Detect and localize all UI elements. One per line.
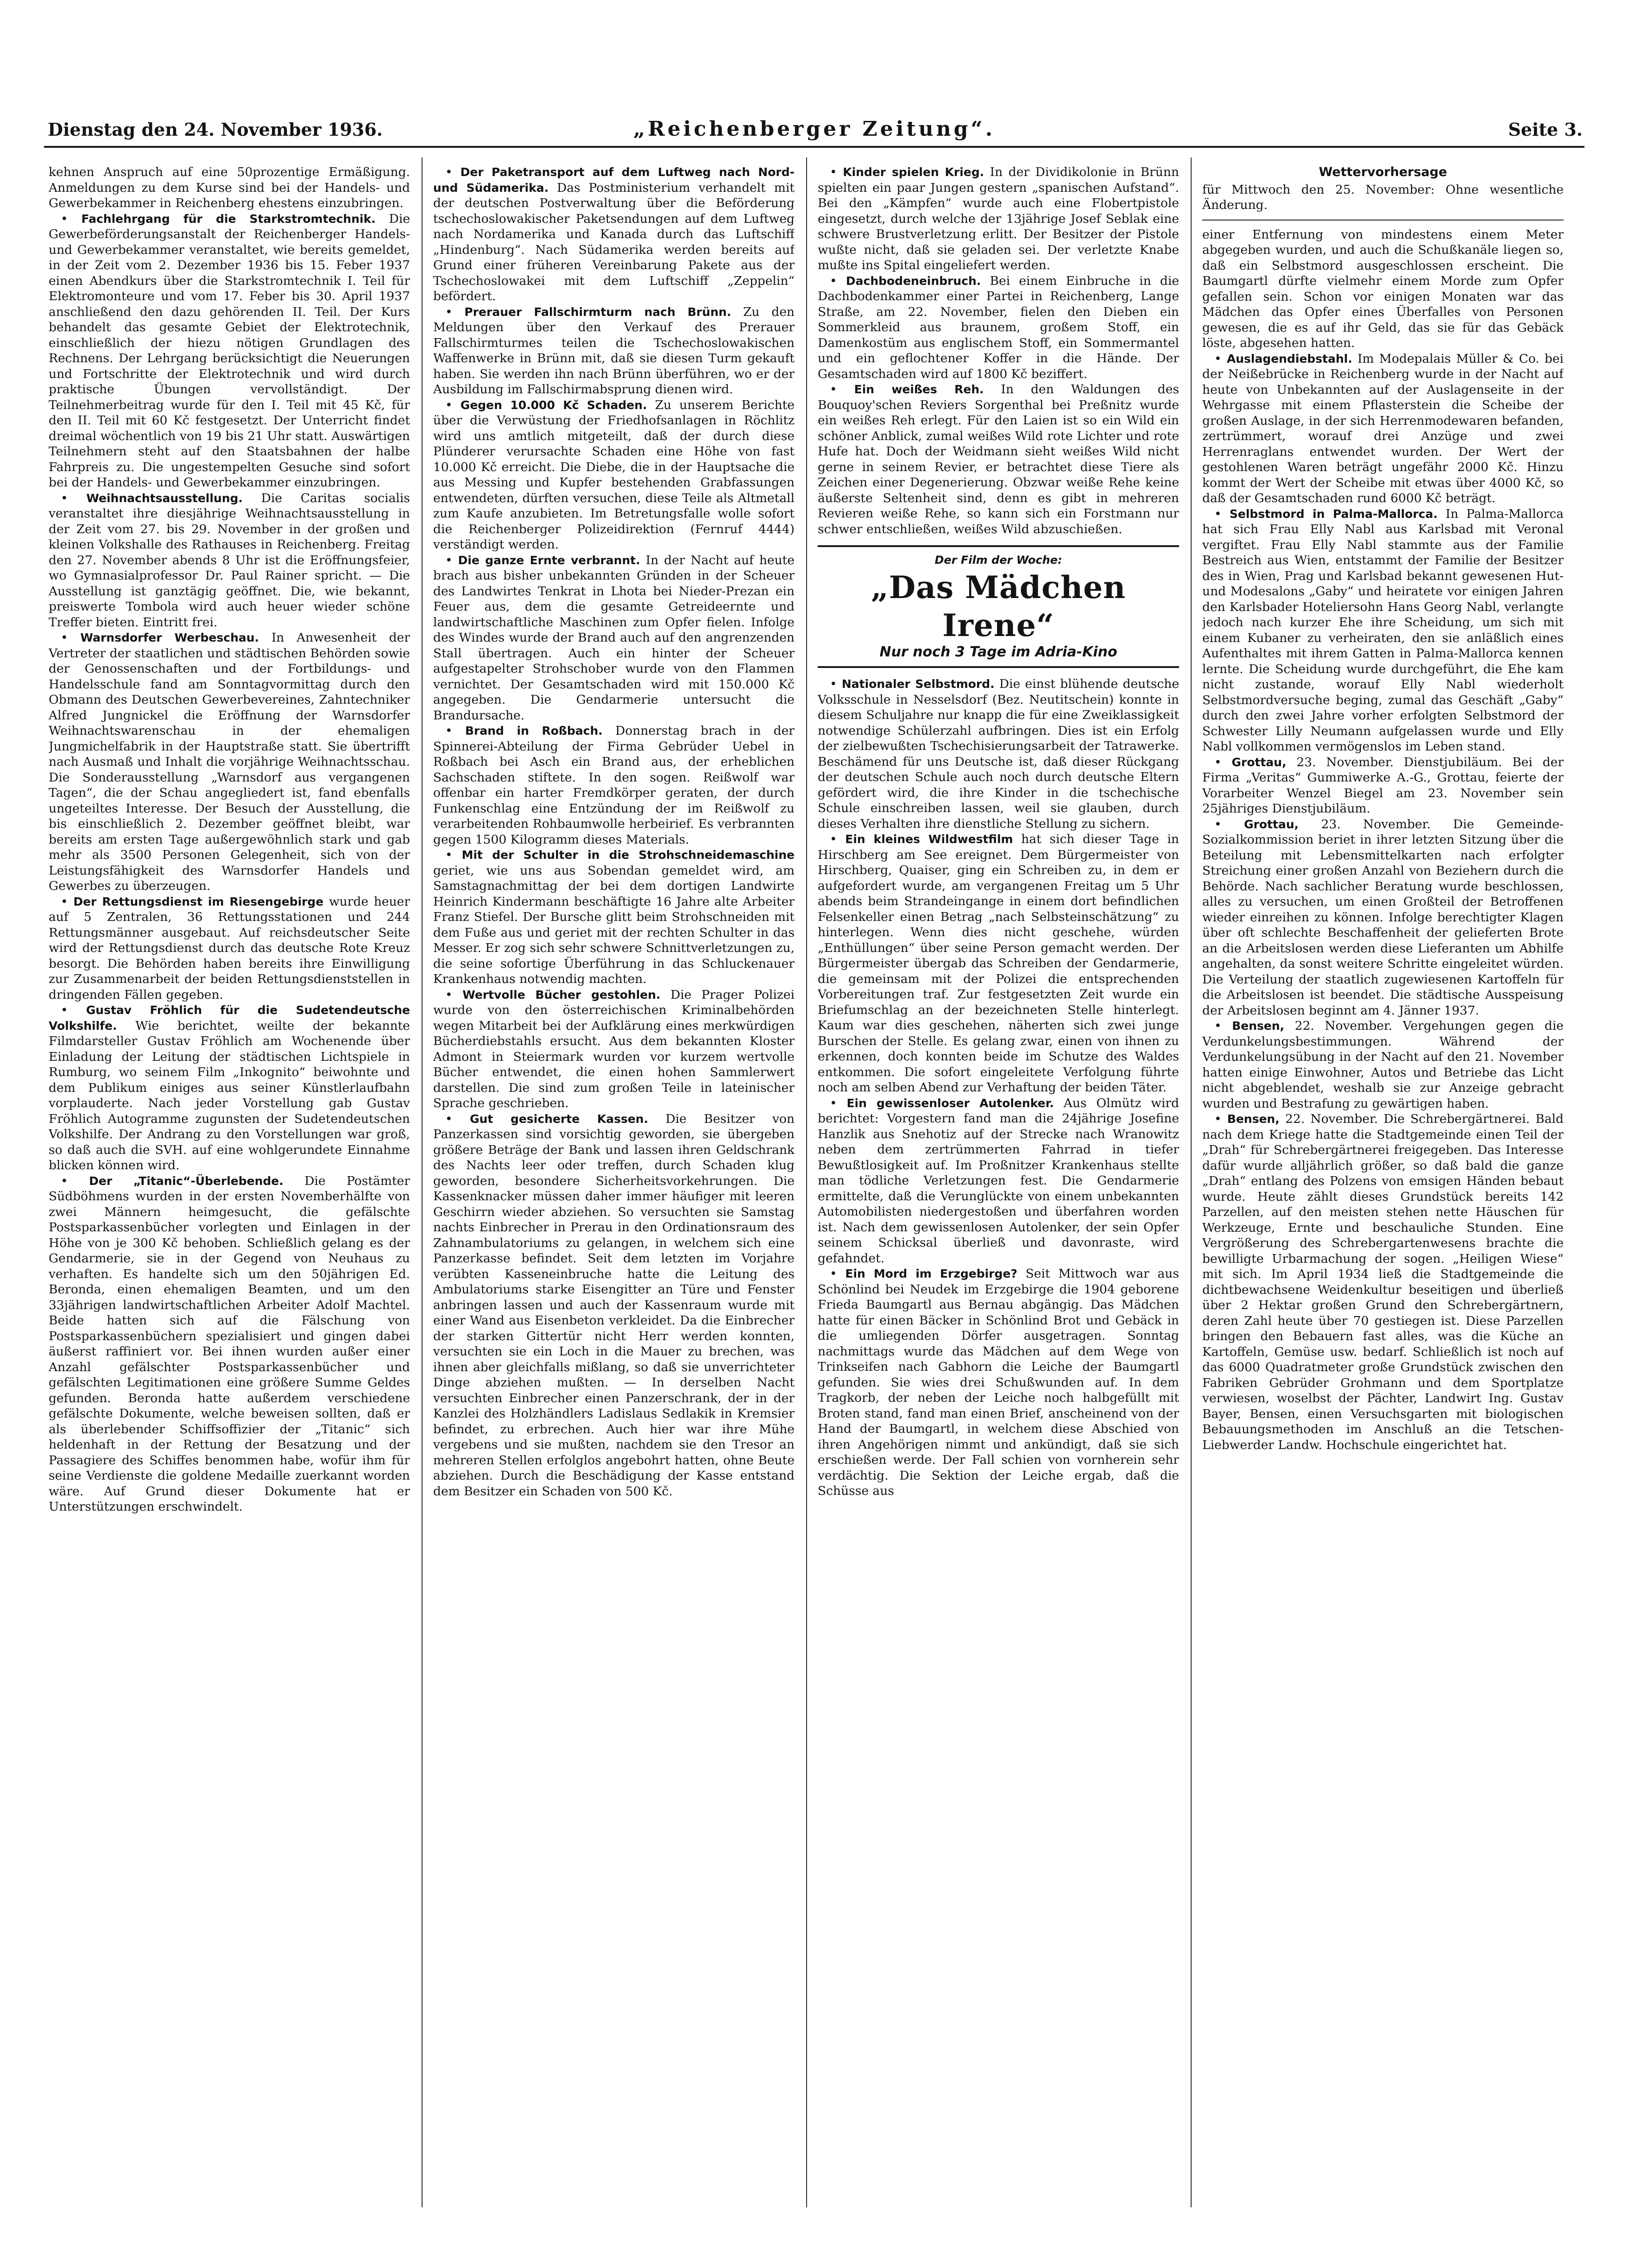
column-2 bbox=[433, 164, 795, 2212]
news-text: Aus Olmütz wird berichtet: Vorgestern fand man die 24jährige Josefine Hanzlik aus Snehotiz auf der Strecke nach Wranowitz neben dem zertrümmerten Fahrrad in tiefer Bewußtlosigkeit auf. Im Proßnitzer Krankenhaus stellte man tödliche Verletzungen fest. Die Gendarmerie ermittelte, daß die Verunglückte von einem unbekannten Automobilisten niedergestoßen und überfahren worden ist. Nach dem gewissenlosen Autolenker, der sein Opfer seinem Schicksal überließ und davonraste, wird gefahndet. bbox=[818, 1096, 1179, 1266]
news-headline: Prerauer Fallschirmturm nach Brünn. bbox=[464, 305, 732, 319]
news-item: • Die ganze Ernte verbrannt. In der Nacht auf heute brach aus bisher unbekannten Gründen in der Scheuer des Landwirtes Tenkrat in Lhota bei Nieder-Prezan ein Feuer aus, dem die gesamte Getreideernte und landwirtschaftliche Maschinen zum Opfer fielen. Infolge des Windes wurde der Brand auch auf den angrenzenden Stall übertragen. Auch ein hinter der Scheuer aufgestapelter Strohschober wurde von den Flammen vernichtet. Der Gesamtschaden wird mit 150.000 Kč angegeben. Die Gendarmerie untersucht die Brandursache. bbox=[433, 553, 795, 723]
news-item: • Fachlehrgang für die Starkstromtechnik. Die Gewerbeförderungsanstalt der Reichenberger Handels- und Gewerbekammer veranstaltet, wie bereits gemeldet, in der Zeit vom 2. Dezember 1936 bis 15. Feber 1937 einen Abendkurs über die Starkstromtechnik I. Teil für Elektromonteure und vom 17. Feber bis 30. April 1937 anschließend den dazu gehörenden II. Teil. Der Kurs behandelt das gesamte Gebiet der Elektrotechnik, einschließlich der hiezu nötigen Grundlagen des Rechnens. Der Lehrgang berücksichtigt die Neuerungen und Fortschritte der Elektrotechnik und wird durch praktische Übungen vervollständigt. Der Teilnehmerbeitrag wurde für den I. Teil mit 45 Kč, für den II. Teil mit 60 Kč festgesetzt. Der Unterricht findet dreimal wöchentlich von 19 bis 21 Uhr statt. Auswärtigen Teilnehmern steht auf den Staatsbahnen der halbe Fahrpreis zu. Die ungestempelten Gesuche sind sofort bei der Handels- und Gewerbekammer einzubringen. bbox=[49, 211, 410, 490]
news-text: wurde heuer auf 5 Zentralen, 36 Rettungsstationen und 244 Rettungsmänner ausgebaut. Auf reichsdeutscher Seite wird der Rettungsdienst durch das deutsche Rote Kreuz besorgt. Die Behörden haben bereits ihre Einwilligung zur Zusammenarbeit der beiden Rettungsdienststellen in dringenden Fällen gegeben. bbox=[49, 894, 410, 1002]
news-headline: Bensen, bbox=[1227, 1112, 1280, 1126]
news-text: In Anwesenheit der Vertreter der staatlichen und städtischen Behörden sowie der Genossenschaften und der Fortbildungs- und Handelsschule fand am Sonntagvormittag durch den Obmann des Deutschen Gewerbevereines, Zahntechniker Alfred Jungnickel die Eröffnung der Warnsdorfer Weihnachtswarenschau in der ehemaligen Jungmichelfabrik in der Hauptstraße statt. Sie übertrifft nach Ausmaß und Inhalt die vorjährige Weihnachtsschau. Die Sonderausstellung „Warnsdorf aus vergangenen Tagen“, die der Schau angegliedert ist, fand ebenfalls ungeteiltes Interesse. Der Besuch der Ausstellung, die bis einschließlich 2. Dezember geöffnet bleibt, war bereits am ersten Tage außergewöhnlich stark und gab mehr als 3500 Personen Gelegenheit, sich von der Leistungsfähigkeit des Warnsdorfer Handels und Gewerbes zu überzeugen. bbox=[49, 630, 410, 893]
news-item: • Selbstmord in Palma-Mallorca. In Palma-Mallorca hat sich Frau Elly Nabl aus Karlsbad mit Veronal vergiftet. Frau Elly Nabl stammte aus der Familie Bestreich aus Wien, entstammt der Familie der Besitzer des in Wien, Prag und Karlsbad bekannt gewesenen Hut- und Modesalons „Gaby“ und heiratete vor einigen Jahren den Karlsbader Hoteliersohn Hans Georg Nabl, verlangte jedoch nach kurzer Ehe ihre Scheidung, um sich mit einem Kubaner zu verheiraten, den sie anläßlich eines Aufenthaltes mit ihrem Gatten in Palma-Mallorca kennen lernte. Die Scheidung wurde durchgeführt, die Ehe kam nicht zustande, worauf Elly Nabl wiederholt Selbstmordversuche beging, zumal das Geschäft „Gaby“ durch den zwei Jahre vorher erfolgten Selbstmord der Schwester Lilly Neumann aufgelassen wurde und Elly Nabl vollkommen vermögenslos im Leben stand. bbox=[1202, 506, 1564, 754]
news-item: • Warnsdorfer Werbeschau. In Anwesenheit der Vertreter der staatlichen und städtischen Behörden sowie der Genossenschaften und der Fortbildungs- und Handelsschule fand am Sonntagvormittag durch den Obmann des Deutschen Gewerbevereines, Zahntechniker Alfred Jungnickel die Eröffnung der Warnsdorfer Weihnachtswarenschau in der ehemaligen Jungmichelfabrik in der Hauptstraße statt. Sie übertrifft nach Ausmaß und Inhalt die vorjährige Weihnachtsschau. Die Sonderausstellung „Warnsdorf aus vergangenen Tagen“, die der Schau angegliedert ist, fand ebenfalls ungeteiltes Interesse. Der Besuch der Ausstellung, die bis einschließlich 2. Dezember geöffnet bleibt, war bereits am ersten Tage außergewöhnlich stark und gab mehr als 3500 Personen Gelegenheit, sich von der Leistungsfähigkeit des Warnsdorfer Handels und Gewerbes zu überzeugen. bbox=[49, 630, 410, 893]
news-text: Im Modepalais Müller & Co. bei der Neißebrücke in Reichenberg wurde in der Nacht auf heute von Unbekannten auf der Auslagenseite in der Wehrgasse mit einem Pflasterstein die Scheibe der großen Auslage, in der sich Herrenmodewaren befanden, zertrümmert, worauf drei Anzüge und zwei Herrenraglans entwendet wurden. Der Wert der gestohlenen Waren beträgt ungefähr 2000 Kč. Hinzu kommt der Wert der Scheibe mit etwas über 4000 Kč, so daß der Gesamtschaden rund 6000 Kč beträgt. bbox=[1202, 351, 1564, 505]
news-text: Die Besitzer von Panzerkassen sind vorsichtig geworden, sie übergeben größere Beträge der Bank und lassen ihren Geldschrank des Nachts leer oder treffen, durch Schaden klug geworden, besondere Sicherheitsvorkehrungen. Die Kassenknacker müssen daher immer häufiger mit leeren Geschirrn wieder abziehen. So versuchten sie Samstag nachts Einbrecher in Prerau in den Ordinationsraum des Zahnambulatoriums zu gelangen, in welchem sich eine Panzerkasse befindet. Seit dem letzten im Vorjahre verübten Kasseneinbruche hatte die Leitung des Ambulatoriums starke Eisengitter an Türe und Fenster anbringen lassen und auch der Kassenraum wurde mit einer Wand aus Eisenbeton verkleidet. Da die Einbrecher der starken Gittertür nicht Herr werden konnten, versuchten sie ein Loch in die Mauer zu brechen, was ihnen aber gleichfalls mißlang, so daß sie unverrichteter Dinge abziehen mußten. — In derselben Nacht versuchten Einbrecher einen Panzerschrank, der in der Kanzlei des Holzhändlers Ladislaus Sedlakik in Kremsier befindet, zu erbrechen. Auch hier war ihre Mühe vergebens und sie mußten, nachdem sie den Tresor an mehreren Stellen erfolglos angebohrt hatten, ohne Beute abziehen. Durch die Beschädigung der Kasse entstand dem Besitzer ein Schaden von 500 Kč. bbox=[433, 1111, 795, 1499]
news-item: • Ein Mord im Erzgebirge? Seit Mittwoch war aus Schönlind bei Neudek im Erzgebirge die 1904 geborene Frieda Baumgartl aus Bernau abgängig. Das Mädchen hatte für einen Bäcker in Schönlind Brot und Gebäck in die umliegenden Dörfer ausgetragen. Sonntag nachmittags wurde das Mädchen auf dem Wege von Trinkseifen nach Gabhorn die Leiche der Baumgartl gefunden. Sie wies drei Schußwunden auf. In dem Tragkorb, der neben der Leiche noch halbgefüllt mit Broten stand, fand man einen Brief, anscheinend von der Hand der Baumgartl, in welchem diese Abschied von ihren Angehörigen nimmt und ankündigt, daß sie sich erschießen werde. Der Fall schien von vornherein sehr verdächtig. Die Sektion der Leiche ergab, daß die Schüsse aus bbox=[818, 1266, 1179, 1498]
column-1 bbox=[49, 164, 410, 2212]
news-text: Die Prager Polizei wurde von den österreichischen Kriminalbehörden wegen Mitarbeit bei der Aufklärung eines merkwürdigen Bücherdiebstahls ersucht. Aus dem bekannten Kloster Admont in Steiermark wurden vor kurzem wertvolle Bücher entwendet, die einen hohen Sammlerwert darstellen. Die sind zum großen Teile in lateinischer Sprache geschrieben. bbox=[433, 987, 795, 1110]
news-item: • Bensen, 22. November. Die Schrebergärtnerei. Bald nach dem Kriege hatte die Stadtgemeinde einen Teil der „Drah“ für Schrebergärtnerei freigegeben. Das Interesse dafür wurde alljährlich größer, so daß bald die ganze „Drah“ entlang des Polzens von emsigen Händen bebaut wurde. Heute zählt dieses Grundstück bereits 142 Parzellen, auf den meisten stehen nette Häuschen für Werkzeuge, Ernte und beschauliche Stunden. Eine Vergrößerung des Schrebergartenwesens brachte die bewilligte Urbarmachung der sogen. „Heiligen Wiese“ mit sich. Im April 1934 ließ die Stadtgemeinde die dichtbewachsene Weidenkultur beseitigen und überließ über 2 Hektar großen Grund den Schrebergärtnern, deren Zahl heute über 70 gestiegen ist. Diese Parzellen bringen den Bebauern fast alles, was die Küche an Kartoffeln, Gemüse usw. bedarf. Schließlich ist noch auf das 6000 Quadratmeter große Grundstück zwischen den Fabriken Gebrüder Grohmann und dem Sportplatze verwiesen, woselbst der Pächter, Landwirt Ing. Gustav Bayer, Bensen, einen Versuchsgarten mit biologischen Bebauungsmethoden im Anschluß an die Tetschen-Liebwerder Landw. Hochschule eingerichtet hat. bbox=[1202, 1112, 1564, 1452]
news-headline: Auslagendiebstahl. bbox=[1226, 352, 1352, 365]
news-headline: Mit der Schulter in die Strohschneidemaschine bbox=[461, 848, 795, 862]
column-4 bbox=[1202, 164, 1564, 2212]
column-rule bbox=[1191, 158, 1192, 2207]
news-headline: Gut gesicherte Kassen. bbox=[470, 1112, 649, 1126]
news-headline: Selbstmord in Palma-Mallorca. bbox=[1229, 507, 1438, 521]
news-item: • Ein kleines Wildwestfilm hat sich dieser Tage in Hirschberg am See ereignet. Dem Bürgermeister von Hirschberg, Quaiser, ging ein Schreiben zu, in dem er aufgefordert wurde, am vergangenen Freitag um 5 Uhr abends beim Strandeingange in einem dort befindlichen Felsenkeller einen Betrag „nach Selbsteinschätzung“ zu hinterlegen. Wenn dies nicht geschehe, würden „Enthüllungen“ über seine Person gemacht werden. Der Bürgermeister übergab das Schreiben der Gendarmerie, die gemeinsam mit der Polizei die entsprechenden Vorbereitungen traf. Zur festgesetzten Zeit wurde ein Briefumschlag an der bezeichneten Stelle hinterlegt. Kaum war dies geschehen, näherten sich zwei junge Burschen der Stelle. Es gelang zwar, einen von ihnen zu erkennen, doch konnten beide im Schutze des Waldes entkommen. Die sofort eingeleitete Verfolgung führte noch am selben Abend zur Verhaftung der beiden Täter. bbox=[818, 832, 1179, 1095]
news-text: Bei einem Einbruche in die Dachbodenkammer einer Partei in Reichenberg, Lange Straße, am 22. November, fielen den Dieben ein Sommerkleid aus braunem, großem Stoff, ein Damenkostüm aus englischem Stoff, ein Sommermantel und ein geflochtener Koffer in die Hände. Der Gesamtschaden wird auf 1800 Kč beziffert. bbox=[818, 273, 1179, 381]
news-headline: Wertvolle Bücher gestohlen. bbox=[462, 988, 661, 1002]
news-headline: Der Rettungsdienst im Riesengebirge bbox=[73, 895, 324, 908]
page-number: Seite 3. bbox=[1508, 119, 1583, 140]
weather-forecast-title: Wettervorhersage bbox=[1319, 165, 1447, 179]
news-headline: Gegen 10.000 Kč Schaden. bbox=[460, 398, 647, 412]
newspaper-title: „Reichenberger Zeitung“. bbox=[633, 117, 996, 141]
news-item: • Mit der Schulter in die Strohschneidemaschine geriet, wie uns aus Sobendan gemeldet wird, am Samstagnachmittag der bei dem dortigen Landwirte Heinrich Kindermann beschäftigte 16 Jahre alte Arbeiter Franz Stiefel. Der Bursche glitt beim Strohschneiden mit dem Fuße aus und geriet mit der rechten Schulter in das Messer. Er zog sich sehr schwere Schnittverletzungen zu, die seine sofortige Überführung in das Schluckenauer Krankenhaus notwendig machten. bbox=[433, 848, 795, 986]
news-item: • Gut gesicherte Kassen. Die Besitzer von Panzerkassen sind vorsichtig geworden, sie übergeben größere Beträge der Bank und lassen ihren Geldschrank des Nachts leer oder treffen, durch Schaden klug geworden, besondere Sicherheitsvorkehrungen. Die Kassenknacker müssen daher immer häufiger mit leeren Geschirrn wieder abziehen. So versuchten sie Samstag nachts Einbrecher in Prerau in den Ordinationsraum des Zahnambulatoriums zu gelangen, in welchem sich eine Panzerkasse befindet. Seit dem letzten im Vorjahre verübten Kasseneinbruche hatte die Leitung des Ambulatoriums starke Eisengitter an Türe und Fenster anbringen lassen und auch der Kassenraum wurde mit einer Wand aus Eisenbeton verkleidet. Da die Einbrecher der starken Gittertür nicht Herr werden konnten, versuchten sie ein Loch in die Mauer zu brechen, was ihnen aber gleichfalls mißlang, so daß sie unverrichteter Dinge abziehen mußten. — In derselben Nacht versuchten Einbrecher einen Panzerschrank, der in der Kanzlei des Holzhändlers Ladislaus Sedlakik in Kremsier befindet, zu erbrechen. Auch hier war ihre Mühe vergebens und sie mußten, nachdem sie den Tresor an mehreren Stellen erfolglos angebohrt hatten, ohne Beute abziehen. Durch die Beschädigung der Kasse entstand dem Besitzer ein Schaden von 500 Kč. bbox=[433, 1111, 795, 1499]
news-item: • Gegen 10.000 Kč Schaden. Zu unserem Berichte über die Verwüstung der Friedhofsanlagen in Röchlitz wird uns amtlich mitgeteilt, daß der durch diese Plünderer verursachte Schaden eine Höhe von fast 10.000 Kč erreicht. Die Diebe, die in der Hauptsache die aus Messing und Kupfer bestehenden Grabfassungen entwendeten, dürften versuchen, diese Teile als Altmetall zum Kaufe anzubieten. Im Betretungsfalle wolle sofort die Reichenberger Polizeidirektion (Fernruf 4444) verständigt werden. bbox=[433, 397, 795, 552]
news-headline: Ein gewissenloser Autolenker. bbox=[846, 1096, 1054, 1110]
issue-date: Dienstag den 24. November 1936. bbox=[48, 119, 383, 140]
news-text: Die Gewerbeförderungsanstalt der Reichenberger Handels- und Gewerbekammer veranstaltet, wie bereits gemeldet, in der Zeit vom 2. Dezember 1936 bis 15. Feber 1937 einen Abendkurs über die Starkstromtechnik I. Teil für Elektromonteure und vom 17. Feber bis 30. April 1937 anschließend den dazu gehörenden II. Teil. Der Kurs behandelt das gesamte Gebiet der Elektrotechnik, einschließlich der hiezu nötigen Grundlagen des Rechnens. Der Lehrgang berücksichtigt die Neuerungen und Fortschritte der Elektrotechnik und wird durch praktische Übungen vervollständigt. Der Teilnehmerbeitrag wurde für den I. Teil mit 45 Kč, für den II. Teil mit 60 Kč festgesetzt. Der Unterricht findet dreimal wöchentlich von 19 bis 21 Uhr statt. Auswärtigen Teilnehmern steht auf den Staatsbahnen der halbe Fahrpreis zu. Die ungestempelten Gesuche sind sofort bei der Handels- und Gewerbekammer einzubringen. bbox=[49, 211, 410, 490]
column-rule bbox=[422, 158, 423, 2207]
news-headline: Gustav Fröhlich für die Sudetendeutsche Volkshilfe. bbox=[49, 1003, 410, 1033]
news-headline: Brand in Roßbach. bbox=[465, 724, 603, 737]
news-headline: Grottau, bbox=[1244, 817, 1299, 831]
news-text: Die Postämter Südböhmens wurden in der ersten Novemberhälfte von zwei Männern heimgesucht, die gefälschte Postsparkassenbücher vorlegten und Einlagen in der Höhe von je 300 Kč behoben. Schließlich gelang es der Gendarmerie, sie in der Gegend von Neuhaus zu verhaften. Es handelte sich um den 50jährigen Ed. Beronda, einen ehemaligen Beamten, und um den 33jährigen landwirtschaftlichen Arbeiter Adolf Machtel. Beide hatten sich auf die Fälschung von Postsparkassenbüchern spezialisiert und gingen dabei äußerst raffiniert vor. Bei ihnen wurden außer einer Anzahl gefälschter Postsparkassenbücher und gefälschten Legitimationen eine größere Summe Geldes gefunden. Beronda hatte außerdem verschiedene gefälschte Dokumente, welche beweisen sollten, daß er als überlebender Schiffsoffizier der „Titanic“ sich heldenhaft in der Rettung der Besatzung und der Passagiere des Schiffes benommen habe, wofür ihm für seine Verdienste die goldene Medaille zuerkannt worden wäre. Auf Grund dieser Dokumente hat er Unterstützungen erschwindelt. bbox=[49, 1173, 410, 1514]
news-headline: Kinder spielen Krieg. bbox=[843, 165, 984, 179]
news-item: • Auslagendiebstahl. Im Modepalais Müller & Co. bei der Neißebrücke in Reichenberg wurde in der Nacht auf heute von Unbekannten auf der Auslagenseite in der Wehrgasse mit einem Pflasterstein die Scheibe der großen Auslage, in der sich Herrenmodewaren befanden, zertrümmert, worauf drei Anzüge und zwei Herrenraglans entwendet wurden. Der Wert der gestohlenen Waren beträgt ungefähr 2000 Kč. Hinzu kommt der Wert der Scheibe mit etwas über 4000 Kč, so daß der Gesamtschaden rund 6000 Kč beträgt. bbox=[1202, 351, 1564, 505]
news-item: • Gustav Fröhlich für die Sudetendeutsche Volkshilfe. Wie berichtet, weilte der bekannte Filmdarsteller Gustav Fröhlich am Wochenende über Einladung der Leitung der städtischen Lichtspiele in Rumburg, wo seinem Film „Inkognito“ beiwohnte und dem Publikum einiges aus seiner Künstlerlaufbahn vorplauderte. Nach jeder Vorstellung gab Gustav Fröhlich Autogramme zugunsten der Sudetendeutschen Volkshilfe. Der Andrang zu den Vorstellungen war groß, so daß auch die SVH. auf eine wohlgerundete Einnahme blicken können wird. bbox=[49, 1003, 410, 1172]
film-kicker: Der Film der Woche: bbox=[934, 554, 1062, 567]
news-text: In Palma-Mallorca hat sich Frau Elly Nabl aus Karlsbad mit Veronal vergiftet. Frau Elly Nabl stammte aus der Familie Bestreich aus Wien, entstammt der Familie der Besitzer des in Wien, Prag und Karlsbad bekannt gewesenen Hut- und Modesalons „Gaby“ und heiratete vor einigen Jahren den Karlsbader Hoteliersohn Hans Georg Nabl, verlangte jedoch nach kurzer Ehe ihre Scheidung, um sich mit einem Kubaner zu verheiraten, den sie anläßlich eines Aufenthaltes mit ihrem Gatten in Palma-Mallorca kennen lernte. Die Scheidung wurde durchgeführt, die Ehe kam nicht zustande, worauf Elly Nabl wiederholt Selbstmordversuche beging, zumal das Geschäft „Gaby“ durch den zwei Jahre vorher erfolgten Selbstmord der Schwester Lilly Neumann aufgelassen wurde und Elly Nabl vollkommen vermögenslos im Leben stand. bbox=[1202, 506, 1564, 754]
masthead bbox=[44, 113, 1584, 148]
news-headline: Ein Mord im Erzgebirge? bbox=[845, 1267, 1017, 1280]
weather-forecast bbox=[1202, 164, 1564, 220]
news-text: Das Postministerium verhandelt mit der deutschen Postverwaltung über die Beförderung tschechoslowakischer Paketsendungen auf dem Luftweg nach Nordamerika und Kanada durch das Luftschiff „Hindenburg“. Nach Südamerika werden bereits auf Grund einer früheren Vereinbarung Pakete aus der Tschechoslowakei mit dem Luftschiff „Zeppelin“ befördert. bbox=[433, 180, 795, 303]
news-headline: Ein kleines Wildwestfilm bbox=[845, 832, 1013, 846]
news-text: In den Waldungen des Bouquoy'schen Reviers Sorgenthal bei Preßnitz wurde ein weißes Reh erlegt. Für den Laien ist so ein Wild ein schöner Anblick, zumal weißes Wild rote Lichter und rote Hufe hat. Doch der Weidmann sieht weißes Wild nicht gerne in seinem Revier, er betrachtet diese Tiere als Zeichen einer Degenerierung. Obzwar weiße Rehe keine äußerste Seltenheit sind, denn es gibt in mehreren Revieren weiße Rehe, so kann sich ein Forstmann nur schwer entschließen, weißes Wild abzuschießen. bbox=[818, 382, 1179, 536]
news-text: 22. November. Die Schrebergärtnerei. Bald nach dem Kriege hatte die Stadtgemeinde einen Teil der „Drah“ für Schrebergärtnerei freigegeben. Das Interesse dafür wurde alljährlich größer, so daß bald die ganze „Drah“ entlang des Polzens von emsigen Händen bebaut wurde. Heute zählt dieses Grundstück bereits 142 Parzellen, auf den meisten stehen nette Häuschen für Werkzeuge, Ernte und beschauliche Stunden. Eine Vergrößerung des Schrebergartenwesens brachte die bewilligte Urbarmachung der sogen. „Heiligen Wiese“ mit sich. Im April 1934 ließ die Stadtgemeinde die dichtbewachsene Weidenkultur beseitigen und überließ über 2 Hektar großen Grund den Schrebergärtnern, deren Zahl heute über 70 gestiegen ist. Diese Parzellen bringen den Bebauern fast alles, was die Küche an Kartoffeln, Gemüse usw. bedarf. Schließlich ist noch auf das 6000 Quadratmeter große Grundstück zwischen den Fabriken Gebrüder Grohmann und dem Sportplatze verwiesen, woselbst der Pächter, Landwirt Ing. Gustav Bayer, Bensen, einen Versuchsgarten mit biologischen Bebauungsmethoden im Anschluß an die Tetschen-Liebwerder Landw. Hochschule eingerichtet hat. bbox=[1202, 1112, 1564, 1452]
news-headline: Die ganze Ernte verbrannt. bbox=[458, 553, 640, 567]
news-text: geriet, wie uns aus Sobendan gemeldet wird, am Samstagnachmittag der bei dem dortigen Landwirte Heinrich Kindermann beschäftigte 16 Jahre alte Arbeiter Franz Stiefel. Der Bursche glitt beim Strohschneiden mit dem Fuße aus und geriet mit der rechten Schulter in das Messer. Er zog sich sehr schwere Schnittverletzungen zu, die seine sofortige Überführung in das Schluckenauer Krankenhaus notwendig machten. bbox=[433, 863, 795, 986]
news-text: In der Nacht auf heute brach aus bisher unbekannten Gründen in der Scheuer des Landwirtes Tenkrat in Lhota bei Nieder-Prezan ein Feuer aus, dem die gesamte Getreideernte und landwirtschaftliche Maschinen zum Opfer fielen. Infolge des Windes wurde der Brand auch auf den angrenzenden Stall übertragen. Auch ein hinter der Scheuer aufgestapelter Strohschober wurde von den Flammen vernichtet. Der Gesamtschaden wird mit 150.000 Kč angegeben. Die Gendarmerie untersucht die Brandursache. bbox=[433, 553, 795, 723]
news-item: • Ein weißes Reh. In den Waldungen des Bouquoy'schen Reviers Sorgenthal bei Preßnitz wurde ein weißes Reh erlegt. Für den Laien ist so ein Wild ein schöner Anblick, zumal weißes Wild rote Lichter und rote Hufe hat. Doch der Weidmann sieht weißes Wild nicht gerne in seinem Revier, er betrachtet diese Tiere als Zeichen einer Degenerierung. Obzwar weiße Rehe keine äußerste Seltenheit sind, denn es gibt in mehreren Revieren weiße Rehe, so kann sich ein Forstmann nur schwer entschließen, weißes Wild abzuschießen. bbox=[818, 382, 1179, 536]
news-headline: Bensen, bbox=[1232, 1019, 1285, 1033]
news-item: • Der Paketransport auf dem Luftweg nach Nord- und Südamerika. Das Postministerium verhandelt mit der deutschen Postverwaltung über die Beförderung tschechoslowakischer Paketsendungen auf dem Luftweg nach Nordamerika und Kanada durch das Luftschiff „Hindenburg“. Nach Südamerika werden bereits auf Grund einer früheren Vereinbarung Pakete aus der Tschechoslowakei mit dem Luftschiff „Zeppelin“ befördert. bbox=[433, 165, 795, 303]
news-item: • Grottau, 23. November. Die Gemeinde-Sozialkommission beriet in ihrer letzten Sitzung über die Beteilung mit Lebensmittelkarten nach erfolgter Streichung einer großen Anzahl von Beziehern durch die Behörde. Nach sachlicher Beratung wurde beschlossen, alles zu versuchen, um einen Großteil der Betroffenen wieder einreihen zu können. Infolge berechtigter Klagen über oft schlechte Beschaffenheit der gelieferten Brote an die Arbeitslosen werden diese Lieferanten um Abhilfe angehalten, da sonst weitere Schritte eingeleitet würden. Die Verteilung der staatlich zugewiesenen Kartoffeln für die Arbeitslosen ist beendet. Die städtische Ausspeisung der Arbeitslosen beginnt am 4. Jänner 1937. bbox=[1202, 817, 1564, 1018]
news-item: • Bensen, 22. November. Vergehungen gegen die Verdunkelungsbestimmungen. Während der Verdunkelungsübung in der Nacht auf den 21. November hatten einige Einwohner, Autos und Betriebe das Licht nicht abgeblendet, weshalb sie zur Anzeige gebracht wurden und Bestrafung zu gewärtigen haben. bbox=[1202, 1019, 1564, 1111]
news-item: • Prerauer Fallschirmturm nach Brünn. Zu den Meldungen über den Verkauf des Prerauer Fallschirmturmes teilen die Tschechoslowakischen Waffenwerke in Brünn mit, daß sie diesen Turm gekauft haben. Sie werden ihn nach Brünn überführen, wo er der Ausbildung im Fallschirmabsprung dienen wird. bbox=[433, 304, 795, 397]
news-text: kehnen Anspruch auf eine 50prozentige Ermäßigung. Anmeldungen zu dem Kurse sind bei der Handels- und Gewerbekammer in Reichenberg ehestens einzubringen. bbox=[49, 165, 410, 210]
news-headline: Nationaler Selbstmord. bbox=[841, 677, 995, 691]
news-item: • Kinder spielen Krieg. In der Dividikolonie in Brünn spielten ein paar Jungen gestern „spanischen Aufstand“. Bei den „Kämpfen“ wurde auch eine Flobertpistole eingesetzt, durch welche der 13jährige Josef Seblak eine schwere Brustverletzung erlitt. Der Besitzer der Pistole wußte nicht, daß sie geladen sei. Der verletzte Knabe mußte ins Spital eingeliefert werden. bbox=[818, 165, 1179, 272]
news-headline: Der Paketransport auf dem Luftweg nach Nord- und Südamerika. bbox=[433, 165, 795, 195]
news-text: 23. November. Die Gemeinde-Sozialkommission beriet in ihrer letzten Sitzung über die Beteilung mit Lebensmittelkarten nach erfolgter Streichung einer großen Anzahl von Beziehern durch die Behörde. Nach sachlicher Beratung wurde beschlossen, alles zu versuchen, um einen Großteil der Betroffenen wieder einreihen zu können. Infolge berechtigter Klagen über oft schlechte Beschaffenheit der gelieferten Brote an die Arbeitslosen werden diese Lieferanten um Abhilfe angehalten, da sonst weitere Schritte eingeleitet würden. Die Verteilung der staatlich zugewiesenen Kartoffeln für die Arbeitslosen ist beendet. Die städtische Ausspeisung der Arbeitslosen beginnt am 4. Jänner 1937. bbox=[1202, 817, 1564, 1018]
news-item: • Brand in Roßbach. Donnerstag brach in der Spinnerei-Abteilung der Firma Gebrüder Uebel in Roßbach bei Asch ein Brand aus, der erheblichen Sachschaden stiftete. In den sogen. Reißwolf war offenbar ein harter Fremdkörper geraten, der durch Funkenschlag eine Entzündung der im Reißwolf zu verarbeitenden Rohbaumwolle herbeirief. Es verbrannten gegen 1500 Kilogramm dieses Materials. bbox=[433, 724, 795, 847]
news-item bbox=[1202, 227, 1564, 351]
news-text: Die Caritas socialis veranstaltet ihre diesjährige Weihnachtsausstellung in der Zeit vom 27. bis 29. November in der großen und kleinen Volkshalle des Rathauses in Reichenberg. Freitag den 27. November abends 8 Uhr ist die Eröffnungsfeier, wo Gymnasialprofessor Dr. Paul Rainer spricht. — Die Ausstellung ist ganztägig geöffnet. Die, wie bekannt, preiswerte Tombola wird auch heuer wieder schöne Treffer bieten. Eintritt frei. bbox=[49, 491, 410, 630]
news-item: • Weihnachtsausstellung. Die Caritas socialis veranstaltet ihre diesjährige Weihnachtsausstellung in der Zeit vom 27. bis 29. November in der großen und kleinen Volkshalle des Rathauses in Reichenberg. Freitag den 27. November abends 8 Uhr ist die Eröffnungsfeier, wo Gymnasialprofessor Dr. Paul Rainer spricht. — Die Ausstellung ist ganztägig geöffnet. Die, wie bekannt, preiswerte Tombola wird auch heuer wieder schöne Treffer bieten. Eintritt frei. bbox=[49, 491, 410, 630]
news-headline: Dachbodeneinbruch. bbox=[846, 274, 981, 288]
news-headline: Grottau, bbox=[1231, 755, 1287, 769]
film-advertisement bbox=[818, 545, 1179, 668]
news-item: • Der „Titanic“-Überlebende. Die Postämter Südböhmens wurden in der ersten Novemberhälfte von zwei Männern heimgesucht, die gefälschte Postsparkassenbücher vorlegten und Einlagen in der Höhe von je 300 Kč behoben. Schließlich gelang es der Gendarmerie, sie in der Gegend von Neuhaus zu verhaften. Es handelte sich um den 50jährigen Ed. Beronda, einen ehemaligen Beamten, und um den 33jährigen landwirtschaftlichen Arbeiter Adolf Machtel. Beide hatten sich auf die Fälschung von Postsparkassenbüchern spezialisiert und gingen dabei äußerst raffiniert vor. Bei ihnen wurden außer einer Anzahl gefälschter Postsparkassenbücher und gefälschten Legitimationen eine größere Summe Geldes gefunden. Beronda hatte außerdem verschiedene gefälschte Dokumente, welche beweisen sollten, daß er als überlebender Schiffsoffizier der „Titanic“ sich heldenhaft in der Rettung der Besatzung und der Passagiere des Schiffes benommen habe, wofür ihm für seine Verdienste die goldene Medaille zuerkannt worden wäre. Auf Grund dieser Dokumente hat er Unterstützungen erschwindelt. bbox=[49, 1173, 410, 1514]
news-item: • Dachbodeneinbruch. Bei einem Einbruche in die Dachbodenkammer einer Partei in Reichenberg, Lange Straße, am 22. November, fielen den Dieben ein Sommerkleid aus braunem, großem Stoff, ein Damenkostüm aus englischem Stoff, ein Sommermantel und ein geflochtener Koffer in die Hände. Der Gesamtschaden wird auf 1800 Kč beziffert. bbox=[818, 273, 1179, 381]
news-item: • Wertvolle Bücher gestohlen. Die Prager Polizei wurde von den österreichischen Kriminalbehörden wegen Mitarbeit bei der Aufklärung eines merkwürdigen Bücherdiebstahls ersucht. Aus dem bekannten Kloster Admont in Steiermark wurden vor kurzem wertvolle Bücher entwendet, die einen hohen Sammlerwert darstellen. Die sind zum großen Teile in lateinischer Sprache geschrieben. bbox=[433, 987, 795, 1110]
column-3 bbox=[818, 164, 1179, 2212]
news-item: • Der Rettungsdienst im Riesengebirge wurde heuer auf 5 Zentralen, 36 Rettungsstationen und 244 Rettungsmänner ausgebaut. Auf reichsdeutscher Seite wird der Rettungsdienst durch das deutsche Rote Kreuz besorgt. Die Behörden haben bereits ihre Einwilligung zur Zusammenarbeit der beiden Rettungsdienststellen in dringenden Fällen gegeben. bbox=[49, 894, 410, 1002]
news-text: Die einst blühende deutsche Volksschule in Nesselsdorf (Bez. Neutitschein) konnte in diesem Schuljahre nur knapp die für eine Zweiklassigkeit notwendige Schülerzahl aufbringen. Dies ist ein Erfolg der zielbewußten Tschechisierungsarbeit der Tatrawerke. Beschämend für uns Deutsche ist, daß dieser Rückgang der deutschen Schule auch noch durch deutsche Eltern gefördert wird, die ihre Kinder in die tschechische Schule einschreiben lassen, weil sie glauben, durch dieses Verhalten ihre dienstliche Stellung zu sichern. bbox=[818, 677, 1179, 831]
news-text: In der Dividikolonie in Brünn spielten ein paar Jungen gestern „spanischen Aufstand“. Bei den „Kämpfen“ wurde auch eine Flobertpistole eingesetzt, durch welche der 13jährige Josef Seblak eine schwere Brustverletzung erlitt. Der Besitzer der Pistole wußte nicht, daß sie geladen sei. Der verletzte Knabe mußte ins Spital eingeliefert werden. bbox=[818, 165, 1179, 272]
news-item: • Ein gewissenloser Autolenker. Aus Olmütz wird berichtet: Vorgestern fand man die 24jährige Josefine Hanzlik aus Snehotiz auf der Strecke nach Wranowitz neben dem zertrümmerten Fahrrad in tiefer Bewußtlosigkeit auf. Im Proßnitzer Krankenhaus stellte man tödliche Verletzungen fest. Die Gendarmerie ermittelte, daß die Verunglückte von einem unbekannten Automobilisten niedergestoßen und überfahren worden ist. Nach dem gewissenlosen Autolenker, der sein Opfer seinem Schicksal überließ und davonraste, wird gefahndet. bbox=[818, 1096, 1179, 1266]
news-text: hat sich dieser Tage in Hirschberg am See ereignet. Dem Bürgermeister von Hirschberg, Quaiser, ging ein Schreiben zu, in dem er aufgefordert wurde, am vergangenen Freitag um 5 Uhr abends beim Strandeingange in einem dort befindlichen Felsenkeller einen Betrag „nach Selbsteinschätzung“ zu hinterlegen. Wenn dies nicht geschehe, würden „Enthüllungen“ über seine Person gemacht werden. Der Bürgermeister übergab das Schreiben der Gendarmerie, die gemeinsam mit der Polizei die entsprechenden Vorbereitungen traf. Zur festgesetzten Zeit wurde ein Briefumschlag an der bezeichneten Stelle hinterlegt. Kaum war dies geschehen, näherten sich zwei junge Burschen der Stelle. Es gelang zwar, einen von ihnen zu erkennen, doch konnten beide im Schutze des Waldes entkommen. Die sofort eingeleitete Verfolgung führte noch am selben Abend zur Verhaftung der beiden Täter. bbox=[818, 832, 1179, 1095]
news-headline: Ein weißes Reh. bbox=[854, 383, 984, 396]
news-text: Wie berichtet, weilte der bekannte Filmdarsteller Gustav Fröhlich am Wochenende über Einladung der Leitung der städtischen Lichtspiele in Rumburg, wo seinem Film „Inkognito“ beiwohnte und dem Publikum einiges aus seiner Künstlerlaufbahn vorplauderte. Nach jeder Vorstellung gab Gustav Fröhlich Autogramme zugunsten der Sudetendeutschen Volkshilfe. Der Andrang zu den Vorstellungen war groß, so daß auch die SVH. auf eine wohlgerundete Einnahme blicken können wird. bbox=[49, 1018, 410, 1172]
film-subtitle: Nur noch 3 Tage im Adria-Kino bbox=[879, 643, 1117, 660]
news-item: • Nationaler Selbstmord. Die einst blühende deutsche Volksschule in Nesselsdorf (Bez. Neutitschein) konnte in diesem Schuljahre nur knapp die für eine Zweiklassigkeit notwendige Schülerzahl aufbringen. Dies ist ein Erfolg der zielbewußten Tschechisierungsarbeit der Tatrawerke. Beschämend für uns Deutsche ist, daß dieser Rückgang der deutschen Schule auch noch durch deutsche Eltern gefördert wird, die ihre Kinder in die tschechische Schule einschreiben lassen, weil sie glauben, durch dieses Verhalten ihre dienstliche Stellung zu sichern. bbox=[818, 677, 1179, 831]
news-headline: Warnsdorfer Werbeschau. bbox=[80, 631, 259, 644]
news-text: 22. November. Vergehungen gegen die Verdunkelungsbestimmungen. Während der Verdunkelungsübung in der Nacht auf den 21. November hatten einige Einwohner, Autos und Betriebe das Licht nicht abgeblendet, weshalb sie zur Anzeige gebracht wurden und Bestrafung zu gewärtigen haben. bbox=[1202, 1019, 1564, 1111]
news-item: • Grottau, 23. November. Dienstjubiläum. Bei der Firma „Veritas“ Gummiwerke A.-G., Grottau, feierte der Vorarbeiter Wenzel Biegel am 23. November sein 25jähriges Dienstjubiläum. bbox=[1202, 755, 1564, 816]
news-text: Zu unserem Berichte über die Verwüstung der Friedhofsanlagen in Röchlitz wird uns amtlich mitgeteilt, daß der durch diese Plünderer verursachte Schaden eine Höhe von fast 10.000 Kč erreicht. Die Diebe, die in der Hauptsache die aus Messing und Kupfer bestehenden Grabfassungen entwendeten, dürften versuchen, diese Teile als Altmetall zum Kaufe anzubieten. Im Betretungsfalle wolle sofort die Reichenberger Polizeidirektion (Fernruf 4444) verständigt werden. bbox=[433, 397, 795, 552]
news-item bbox=[49, 164, 410, 211]
newspaper-page bbox=[44, 113, 1584, 2226]
news-headline: Weihnachtsausstellung. bbox=[86, 491, 243, 505]
news-text: 23. November. Dienstjubiläum. Bei der Firma „Veritas“ Gummiwerke A.-G., Grottau, feierte der Vorarbeiter Wenzel Biegel am 23. November sein 25jähriges Dienstjubiläum. bbox=[1202, 755, 1564, 816]
news-text: Zu den Meldungen über den Verkauf des Prerauer Fallschirmturmes teilen die Tschechoslowakischen Waffenwerke in Brünn mit, daß sie diesen Turm gekauft haben. Sie werden ihn nach Brünn überführen, wo er der Ausbildung im Fallschirmabsprung dienen wird. bbox=[433, 304, 795, 397]
weather-forecast-text: für Mittwoch den 25. November: Ohne wesentliche Änderung. bbox=[1202, 182, 1564, 212]
film-title: „Das Mädchen Irene“ bbox=[871, 569, 1126, 643]
news-headline: Der „Titanic“-Überlebende. bbox=[89, 1174, 284, 1188]
news-headline: Fachlehrgang für die Starkstromtechnik. bbox=[81, 212, 376, 226]
news-text: Donnerstag brach in der Spinnerei-Abteilung der Firma Gebrüder Uebel in Roßbach bei Asch ein Brand aus, der erheblichen Sachschaden stiftete. In den sogen. Reißwolf war offenbar ein harter Fremdkörper geraten, der durch Funkenschlag eine Entzündung der im Reißwolf zu verarbeitenden Rohbaumwolle herbeirief. Es verbrannten gegen 1500 Kilogramm dieses Materials. bbox=[433, 724, 795, 847]
news-text: Seit Mittwoch war aus Schönlind bei Neudek im Erzgebirge die 1904 geborene Frieda Baumgartl aus Bernau abgängig. Das Mädchen hatte für einen Bäcker in Schönlind Brot und Gebäck in die umliegenden Dörfer ausgetragen. Sonntag nachmittags wurde das Mädchen auf dem Wege von Trinkseifen nach Gabhorn die Leiche der Baumgartl gefunden. Sie wies drei Schußwunden auf. In dem Tragkorb, der neben der Leiche noch halbgefüllt mit Broten stand, fand man einen Brief, anscheinend von der Hand der Baumgartl, in welchem diese Abschied von ihren Angehörigen nimmt und ankündigt, daß sie sich erschießen werde. Der Fall schien von vornherein sehr verdächtig. Die Sektion der Leiche ergab, daß die Schüsse aus bbox=[818, 1266, 1179, 1498]
news-text: einer Entfernung von mindestens einem Meter abgegeben wurden, und auch die Schußkanäle liegen so, daß ein Selbstmord ausgeschlossen erscheint. Die Baumgartl dürfte vielmehr einem Morde zum Opfer gefallen sein. Schon vor einigen Monaten war das Mädchen das Opfer eines Überfalles von Personen gewesen, die es auf ihr Geld, das sie für das Gebäck löste, abgesehen hatten. bbox=[1202, 227, 1564, 350]
column-rule bbox=[806, 158, 807, 2207]
